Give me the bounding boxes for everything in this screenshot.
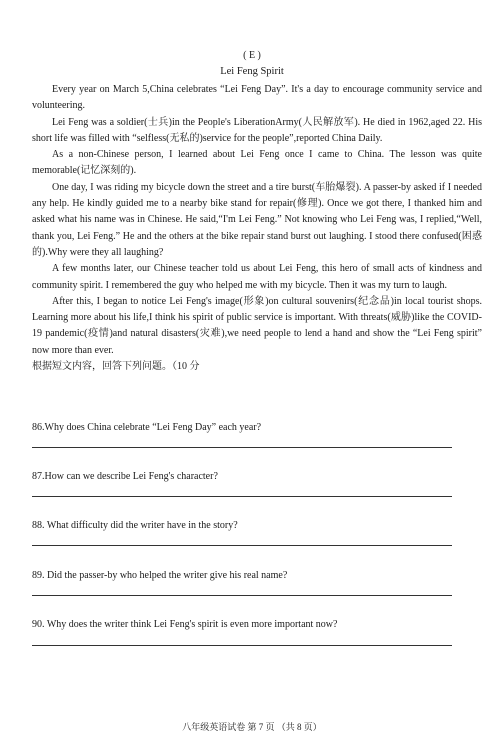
question-90: 90. Why does the writer think Lei Feng's spirit is even more important now?	[32, 619, 338, 630]
paragraph: Lei Feng was a soldier(士兵)in the People's LiberationArmy(人民解放军). He died in 1962,aged 22. His short life was filled with “selfless(无私的)service for the people”,reported China Daily.	[32, 116, 482, 144]
question-86: 86.Why does China celebrate “Lei Feng Day” each year?	[32, 422, 262, 433]
section-label: ( E )	[243, 50, 261, 61]
paragraph: Every year on March 5,China celebrates “Lei Feng Day”. It's a day to encourage community service and volunteering.	[32, 84, 482, 112]
paragraph: As a non-Chinese person, I learned about Lei Feng once I came to China. The lesson was quite memorable(记忆深刻的).	[32, 149, 482, 177]
page-footer: 八年级英语试卷 第 7 页 （共 8 页）	[182, 722, 322, 732]
answer-line-89[interactable]	[32, 595, 452, 596]
answer-line-88[interactable]	[32, 545, 452, 546]
answer-line-90[interactable]	[32, 645, 452, 646]
paragraph: One day, I was riding my bicycle down the street and a tire burst(车胎爆裂). A passer-by asked if I needed any help. He kindly guided me to a nearby bike stand for repair(修理). Once we got there, I thanked him and asked what his name was in Chinese. He said,“I'm Lei Feng.” Not knowing who Lei Feng was, I replied,“Well, thank you, Lei Feng.” He and the others at the bike repair stand burst out laughing. I stood there confused(困惑的).Why were they all laughing?	[32, 181, 482, 258]
answer-line-87[interactable]	[32, 496, 452, 497]
question-89: 89. Did the passer-by who helped the writer give his real name?	[32, 570, 288, 581]
paragraph: After this, I began to notice Lei Feng's image(形象)on cultural souvenirs(纪念品)in local tourist shops. Learning more about his life,I think his spirit of public service is important. With threats(威胁)like the COVID-19 pandemic(疫情)and natural disasters(灾难),we need people to lend a hand and show the “Lei Feng spirit” now more than ever.	[32, 295, 482, 356]
passage-title: Lei Feng Spirit	[220, 66, 284, 77]
question-87: 87.How can we describe Lei Feng's character?	[32, 471, 218, 482]
instruction-text: 根据短文内容，回答下列问题。（10 分	[32, 361, 200, 372]
paragraph: A few months later, our Chinese teacher told us about Lei Feng, this hero of small acts of kindness and community spirit. I remembered the guy who helped me with my bicycle. Then it was my turn to laugh.	[32, 263, 482, 291]
question-88: 88. What difficulty did the writer have in the story?	[32, 520, 238, 531]
answer-line-86[interactable]	[32, 447, 452, 448]
reading-passage	[32, 82, 482, 359]
